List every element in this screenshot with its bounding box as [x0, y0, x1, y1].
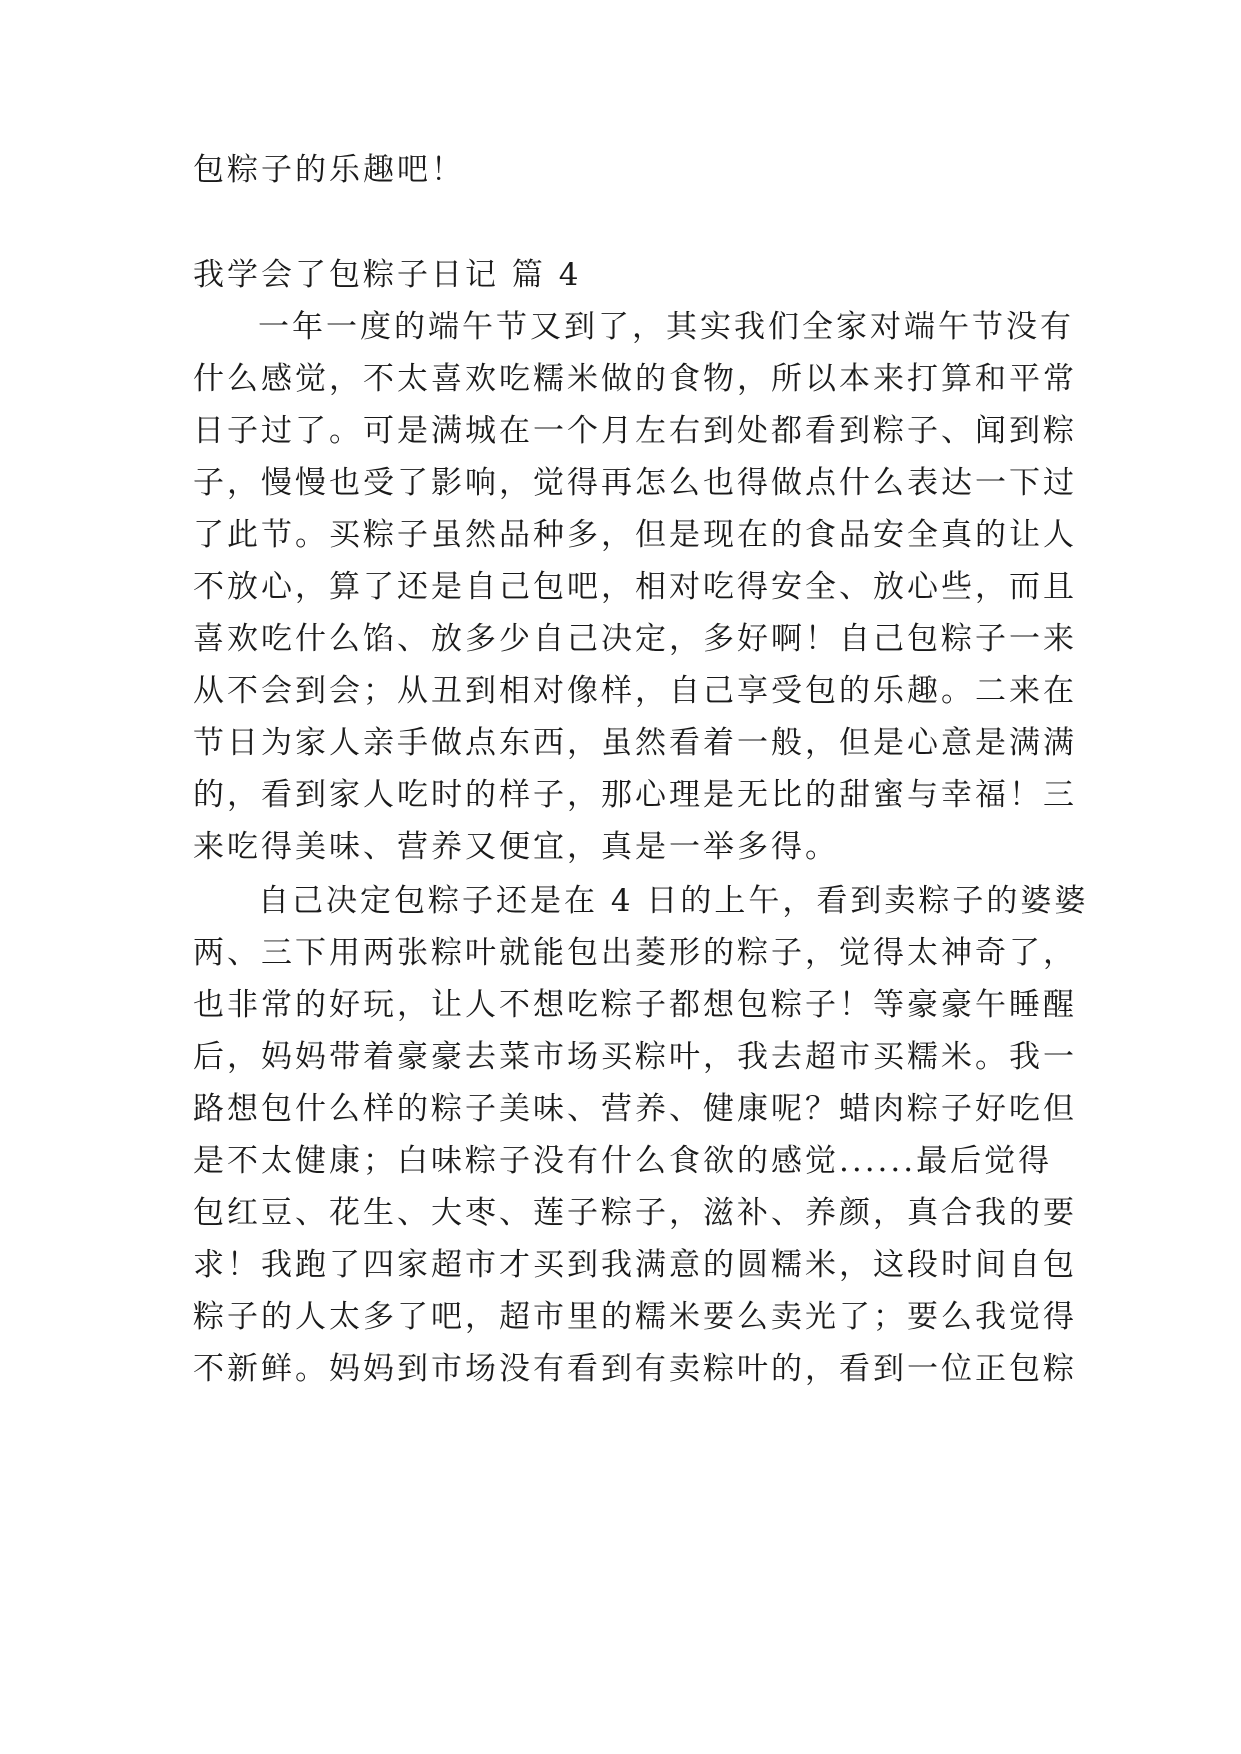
paragraph-line: 不新鲜。妈妈到市场没有看到有卖粽叶的，看到一位正包粽 — [193, 1351, 1077, 1387]
paragraph-line: 两、三下用两张粽叶就能包出菱形的粽子，觉得太神奇了， — [193, 935, 1077, 971]
paragraph-line: 不放心，算了还是自己包吧，相对吃得安全、放心些，而且 — [193, 569, 1077, 605]
paragraph-line: 从不会到会；从丑到相对像样，自己享受包的乐趣。二来在 — [193, 673, 1077, 709]
paragraph-line: 来吃得美味、营养又便宜，真是一举多得。 — [193, 829, 839, 865]
paragraph-line: 自己决定包粽子还是在 4 日的上午，看到卖粽子的婆婆 — [258, 883, 1089, 919]
paragraph-line: 一年一度的端午节又到了，其实我们全家对端午节没有 — [258, 309, 1074, 345]
paragraph-line: 子，慢慢也受了影响，觉得再怎么也得做点什么表达一下过 — [193, 465, 1077, 501]
paragraph-line: 什么感觉，不太喜欢吃糯米做的食物，所以本来打算和平常 — [193, 361, 1077, 397]
paragraph-line: 喜欢吃什么馅、放多少自己决定，多好啊！自己包粽子一来 — [193, 621, 1077, 657]
paragraph-line: 也非常的好玩，让人不想吃粽子都想包粽子！等豪豪午睡醒 — [193, 987, 1077, 1023]
section-heading: 我学会了包粽子日记 篇 4 — [193, 257, 582, 293]
paragraph-line: 后，妈妈带着豪豪去菜市场买粽叶，我去超市买糯米。我一 — [193, 1039, 1077, 1075]
paragraph-line: 求！我跑了四家超市才买到我满意的圆糯米，这段时间自包 — [193, 1247, 1077, 1283]
paragraph-line: 粽子的人太多了吧，超市里的糯米要么卖光了；要么我觉得 — [193, 1299, 1077, 1335]
paragraph-line: 路想包什么样的粽子美味、营养、健康呢？蜡肉粽子好吃但 — [193, 1091, 1077, 1127]
carryover-line: 包粽子的乐趣吧！ — [193, 152, 465, 188]
paragraph-line: 了此节。买粽子虽然品种多，但是现在的食品安全真的让人 — [193, 517, 1077, 553]
paragraph-line: 的，看到家人吃时的样子，那心理是无比的甜蜜与幸福！三 — [193, 777, 1077, 813]
paragraph-line: 是不太健康；白味粽子没有什么食欲的感觉......最后觉得 — [193, 1143, 1053, 1179]
paragraph-line: 节日为家人亲手做点东西，虽然看着一般，但是心意是满满 — [193, 725, 1077, 761]
paragraph-line: 包红豆、花生、大枣、莲子粽子，滋补、养颜，真合我的要 — [193, 1195, 1077, 1231]
paragraph-line: 日子过了。可是满城在一个月左右到处都看到粽子、闻到粽 — [193, 413, 1077, 449]
